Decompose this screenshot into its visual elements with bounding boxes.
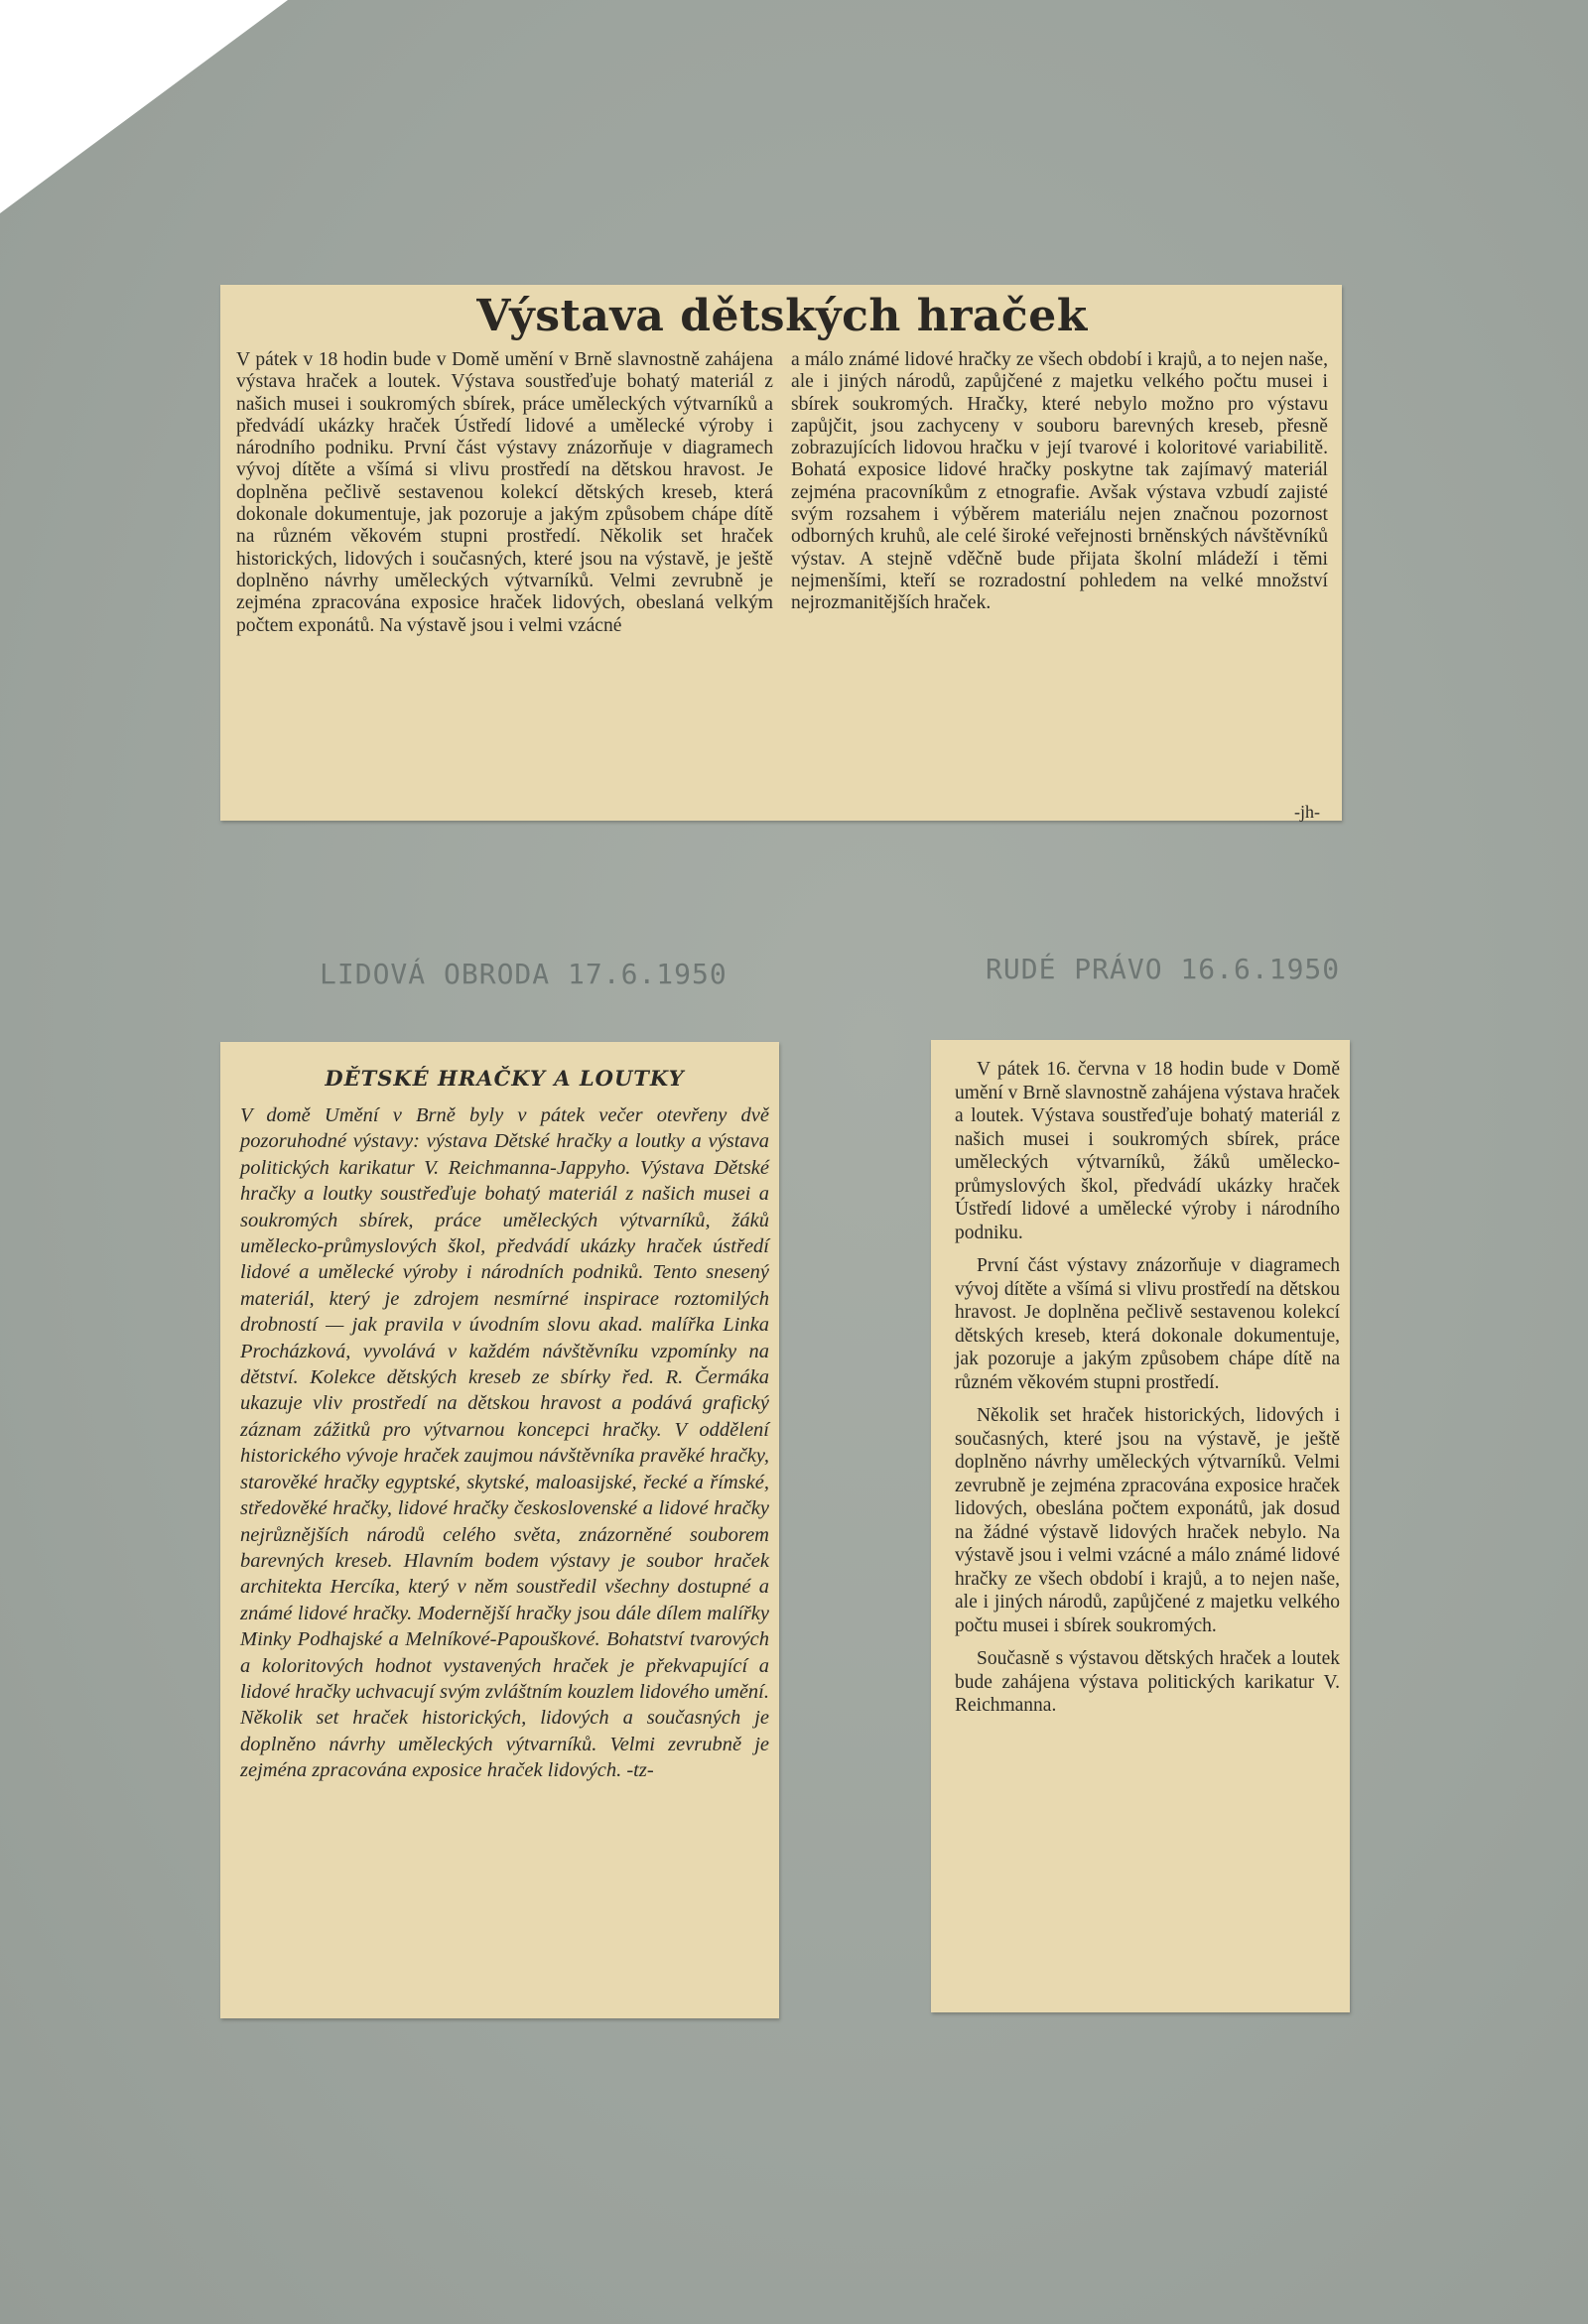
article-column-1: V pátek v 18 hodin bude v Domě umění v Brně slavnostně zahájena výstava hraček a loutek. Výstava soustřeďuje bohatý materiál z našich musei i soukromých sbírek, práce uměleckých výtvarníků a předvádí ukázky hraček Ústředí lidové a umělecké výroby i národního podniku. První část výstavy znázorňuje v diagramech vývoj dítěte a všímá si vlivu prostředí na dětskou hravost. Je doplněna pečlivě sestavenou kolekcí dětských kreseb, která dokonale dokumentuje, jak pozoruje a jakým způsobem chápe dítě na různém věkovém stupni prostředí. Několik set hraček historických, lidových i současných, které jsou na výstavě, je ještě doplněno návrhy uměleckých výtvarníků. Velmi zevrubně je zejména zpracována exposice hraček lidových, obeslaná velkým počtem exponátů. Na výstavě jsou i velmi vzácné	[236, 349, 773, 636]
article-paragraph-4: Současně s výstavou dětských hraček a loutek bude zahájena výstava politických karikatur V. Reichmanna.	[955, 1648, 1340, 1716]
clipping-vystava-detskych-hracek	[220, 285, 1342, 821]
article-body: V domě Umění v Brně byly v pátek večer otevřeny dvě pozoruhodné výstavy: výstava Dětské hračky a loutky a výstava politických karikatur V. Reichmanna-Jappyho. Výstava Dětské hračky a loutky soustřeďuje bohatý materiál z našich musei a soukromých sbírek, práce uměleckých výtvarníků, žáků umělecko-průmyslových škol, předvádí ukázky hraček ústředí lidové a umělecké výroby i národních podniků. Tento snesený materiál, který je zdrojem nesmírné inspirace roztomilých drobností — jak pravila v úvodním slovu akad. malířka Linka Procházková, vyvolává v každém návštěvníku vzpomínky na dětství. Kolekce dětských kreseb ze sbírky řed. R. Čermáka ukazuje vliv prostředí na dětskou hravost a podává grafický záznam zážitků pro výtvarnou koncepci hračky. V oddělení historického vývoje hraček zaujmou návštěvníka pravěké hračky, starověké hračky egyptské, skytské, maloasijské, řecké a římské, středověké hračky, lidové hračky československé a lidové hračky nejrůznějších národů celého světa, znázorněné souborem barevných kreseb. Hlavním bodem výstavy je soubor hraček architekta Hercíka, který v něm soustředil všechny dostupné a známé lidové hračky. Modernější hračky jsou dále dílem malířky Minky Podhajské a Melníkové-Papouškové. Bohatství tvarových a koloritových hodnot vystavených hraček je překvapující a lidové hračky uchvacují svým zvláštním kouzlem lidového umění. Několik set hraček historických, lidových a současných je doplněno návrhy uměleckých výtvarníků. Velmi zevrubně je zejména zpracována exposice hraček lidových. -tz-	[240, 1104, 769, 1782]
article-column-2: a málo známé lidové hračky ze všech období i krajů, a to nejen naše, ale i jiných národů, zapůjčené z majetku velkého počtu musei i sbírek soukromých. Hračky, které nebylo možno pro výstavu zapůjčit, jsou zachyceny v souboru barevných kreseb, přesně zobrazujících lidovou hračku v její tvarové i koloritové variabilitě. Bohatá exposice lidové hračky poskytne tak zajímavý materiál zejména pracovníkům z etnografie. Avšak výstava vzbudí zajisté svým rozsahem i výběrem materiálu nejen značnou pozornost odborných kruhů, ale celé široké veřejnosti brněnských návštěvníků výstav. A stejně vděčně bude přijata školní mládeží i těmi nejmenšími, kteří se rozradostní pohledem na velké množství nejrozmanitějších hraček.	[791, 349, 1328, 614]
clipping-rude-pravo	[931, 1040, 1350, 2012]
source-stamp-rude-pravo: RUDÉ PRÁVO 16.6.1950	[986, 953, 1341, 985]
article-title: DĚTSKÉ HRAČKY A LOUTKY	[325, 1066, 685, 1091]
article-paragraph-2: První část výstavy znázorňuje v diagramech vývoj dítěte a všímá si vlivu prostředí na dětskou hravost. Je doplněna pečlivě sestavenou kolekcí dětských kreseb, která dokonale dokumentuje, jak pozoruje a jakým způsobem chápe dítě na různém věkovém stupni prostředí.	[955, 1255, 1340, 1393]
article-signature: -jh-	[1294, 802, 1320, 822]
article-columns	[236, 349, 1328, 637]
page-corner-fold	[0, 0, 288, 213]
article-title: Výstava dětských hraček	[476, 291, 1088, 341]
article-paragraph-1: V pátek 16. června v 18 hodin bude v Domě umění v Brně slavnostně zahájena výstava hraček a loutek. Výstava soustřeďuje bohatý materiál z našich musei i soukromých sbírek, práce uměleckých výtvarníků, žáků umělecko-průmyslových škol, předvádí ukázky hraček Ústředí lidové a umělecké výroby i národního podniku.	[955, 1059, 1340, 1243]
clipping-detske-hracky-a-loutky	[220, 1042, 779, 2018]
article-paragraph-3: Několik set hraček historických, lidových i současných, které jsou na výstavě, je ještě doplněno návrhy uměleckých výtvarníků. Velmi zevrubně je zejména zpracována exposice hraček lidových, obeslána počtem exponátů, jak dosud na žádné výstavě lidových hraček nebylo. Na výstavě jsou i velmi vzácné a málo známé lidové hračky ze všech období i krajů, a to nejen naše, ale i jiných národů, zapůjčené z majetku velkého počtu musei i sbírek soukromých.	[955, 1405, 1340, 1636]
source-stamp-lidova-obroda: LIDOVÁ OBRODA 17.6.1950	[320, 958, 728, 990]
